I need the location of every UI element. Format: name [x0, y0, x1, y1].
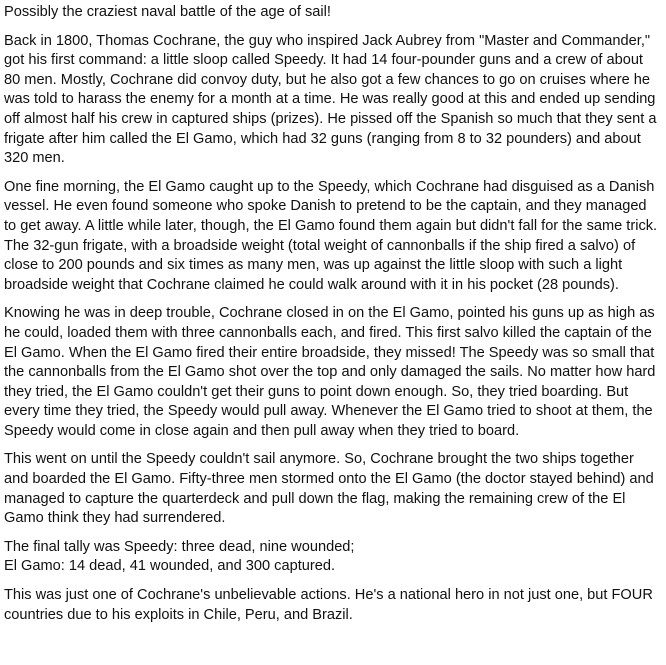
paragraph-speedy-intro: Back in 1800, Thomas Cochrane, the guy who inspired Jack Aubrey from "Master and Commander," got his first command: a little sloop called Speedy. It had 14 four-pounder guns and a crew of about 80 men. Mostly, Cochrane did convoy duty, but he also got a few chances to go on cruises where he was told to harass the enemy for a month at a time. He was really good at this and ended up sending off almost half his crew in captured ships (prizes). He pissed off the Spanish so much that they sent a frigate after him called the El Gamo, which had 32 guns (ranging from 8 to 32 pounders) and about 320 men.: [4, 32, 657, 167]
post-title: Possibly the craziest naval battle of the age of sail!: [4, 4, 331, 20]
tally-el-gamo: El Gamo: 14 dead, 41 wounded, and 300 captured.: [4, 558, 336, 575]
paragraph-closing: This was just one of Cochrane's unbelievable actions. He's a national hero in not just one, but FOUR countries due to his exploits in Chile, Peru, and Brazil.: [4, 587, 653, 623]
paragraph-el-gamo-chase: One fine morning, the El Gamo caught up to the Speedy, which Cochrane had disguised as a Danish vessel. He even found someone who spoke Danish to pretend to be the captain, and they managed to get away. A little while later, though, the El Gamo found them again but didn't fall for the same trick. The 32-gun frigate, with a broadside weight (total weight of cannonballs if the ship fired a salvo) of close to 200 pounds and six times as many men, was up against the little sloop with such a light broadside weight that Cochrane claimed he could walk around with it in his pocket (28 pounds).: [4, 178, 658, 293]
tally-speedy: The final tally was Speedy: three dead, nine wounded;: [4, 538, 355, 555]
paragraph-battle: Knowing he was in deep trouble, Cochrane closed in on the El Gamo, pointed his guns up as high as he could, loaded them with three cannonballs each, and fired. This first salvo killed the captain of the El Gamo. When the El Gamo fired their entire broadside, they missed! The Speedy was so small that the cannonballs from the El Gamo shot over the top and only damaged the sails. No matter how hard they tried, the El Gamo couldn't get their guns to point down enough. So, they tried boarding. But every time they tried, the Speedy would pull away. Whenever the El Gamo tried to shoot at them, the Speedy would come in close again and then pull away when they tried to board.: [4, 305, 656, 439]
paragraph-boarding: This went on until the Speedy couldn't sail anymore. So, Cochrane brought the two ships together and boarded the El Gamo. Fifty-three men stormed onto the El Gamo (the doctor stayed behind) and managed to capture the quarterdeck and pull down the flag, making the remaining crew of the El Gamo think they had surrendered.: [4, 451, 654, 527]
paragraph-final-tally: [4, 538, 662, 577]
